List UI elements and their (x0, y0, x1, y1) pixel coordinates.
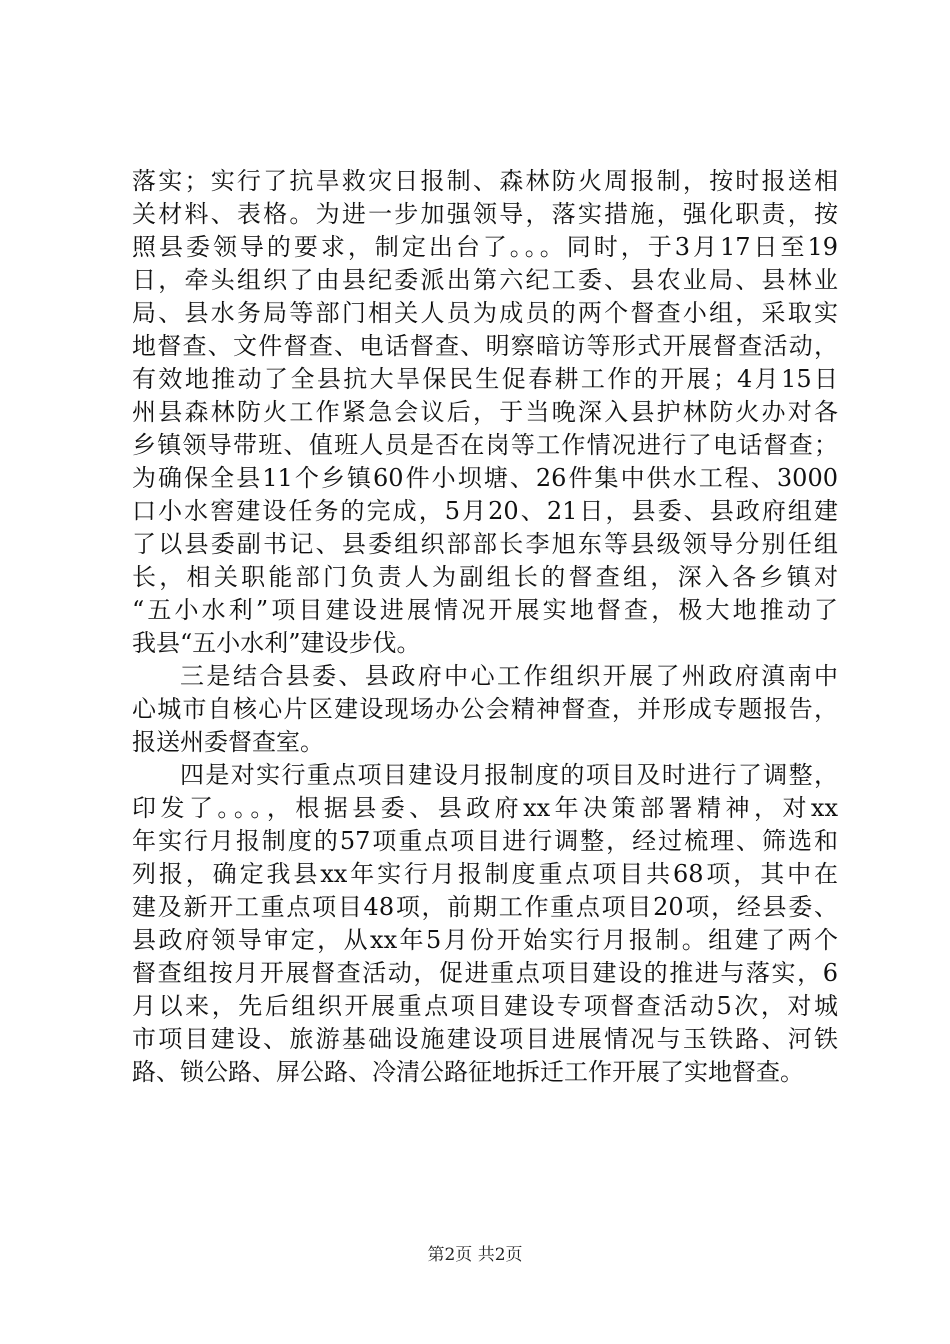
paragraph-line: 三是结合县委、县政府中心工作组织开展了州政府滇南中 (180, 662, 838, 690)
paragraph-line: “五小水利”项目建设进展情况开展实地督查，极大地推动了 (132, 596, 838, 624)
paragraph-line: 落实；实行了抗旱救灾日报制、森林防火周报制，按时报送相 (132, 167, 838, 195)
paragraph-line: 四是对实行重点项目建设月报制度的项目及时进行了调整， (180, 761, 838, 789)
paragraph-line: 照县委领导的要求，制定出台了。。。同时，于3月17日至19 (132, 233, 838, 261)
paragraph (132, 660, 838, 759)
paragraph-line: 建及新开工重点项目48项，前期工作重点项目20项，经县委、 (132, 893, 838, 921)
paragraph-line: 日，牵头组织了由县纪委派出第六纪工委、县农业局、县林业 (132, 266, 838, 294)
paragraph-line: 为确保全县11个乡镇60件小坝塘、26件集中供水工程、3000 (132, 464, 838, 492)
paragraph-line: 市项目建设、旅游基础设施建设项目进展情况与玉铁路、河铁 (132, 1025, 838, 1053)
paragraph-line: 了以县委副书记、县委组织部部长李旭东等县级领导分别任组 (132, 530, 838, 558)
paragraph-line: 路、锁公路、屏公路、冷清公路征地拆迁工作开展了实地督查。 (132, 1058, 804, 1086)
paragraph-line: 长，相关职能部门负责人为副组长的督查组，深入各乡镇对 (132, 563, 838, 591)
paragraph-line: 心城市自核心片区建设现场办公会精神督查，并形成专题报告， (132, 695, 838, 723)
paragraph-line: 地督查、文件督查、电话督查、明察暗访等形式开展督查活动， (132, 332, 838, 360)
page-footer: 第2页 共2页 (427, 1245, 523, 1265)
paragraph-line: 报送州委督查室。 (132, 728, 324, 756)
paragraph-line: 乡镇领导带班、值班人员是否在岗等工作情况进行了电话督查； (132, 431, 838, 459)
paragraph-line: 州县森林防火工作紧急会议后，于当晚深入县护林防火办对各 (132, 398, 838, 426)
paragraph-line: 我县“五小水利”建设步伐。 (132, 629, 421, 657)
paragraph (132, 759, 838, 1089)
paragraph-line: 列报，确定我县xx年实行月报制度重点项目共68项，其中在 (132, 860, 838, 888)
paragraph-line: 县政府领导审定，从xx年5月份开始实行月报制。组建了两个 (132, 926, 838, 954)
paragraph-line: 局、县水务局等部门相关人员为成员的两个督查小组，采取实 (132, 299, 838, 327)
document-body (132, 165, 838, 1089)
paragraph-line: 关材料、表格。为进一步加强领导，落实措施，强化职责，按 (132, 200, 838, 228)
paragraph-line: 有效地推动了全县抗大旱保民生促春耕工作的开展；4月15日 (132, 365, 838, 393)
paragraph-line: 督查组按月开展督查活动，促进重点项目建设的推进与落实，6 (132, 959, 838, 987)
paragraph-line: 印发了。。。，根据县委、县政府xx年决策部署精神，对xx (132, 794, 838, 822)
paragraph-line: 月以来，先后组织开展重点项目建设专项督查活动5次，对城 (132, 992, 838, 1020)
paragraph-line: 年实行月报制度的57项重点项目进行调整，经过梳理、筛选和 (132, 827, 838, 855)
paragraph (132, 165, 838, 660)
paragraph-line: 口小水窖建设任务的完成，5月20、21日，县委、县政府组建 (132, 497, 838, 525)
